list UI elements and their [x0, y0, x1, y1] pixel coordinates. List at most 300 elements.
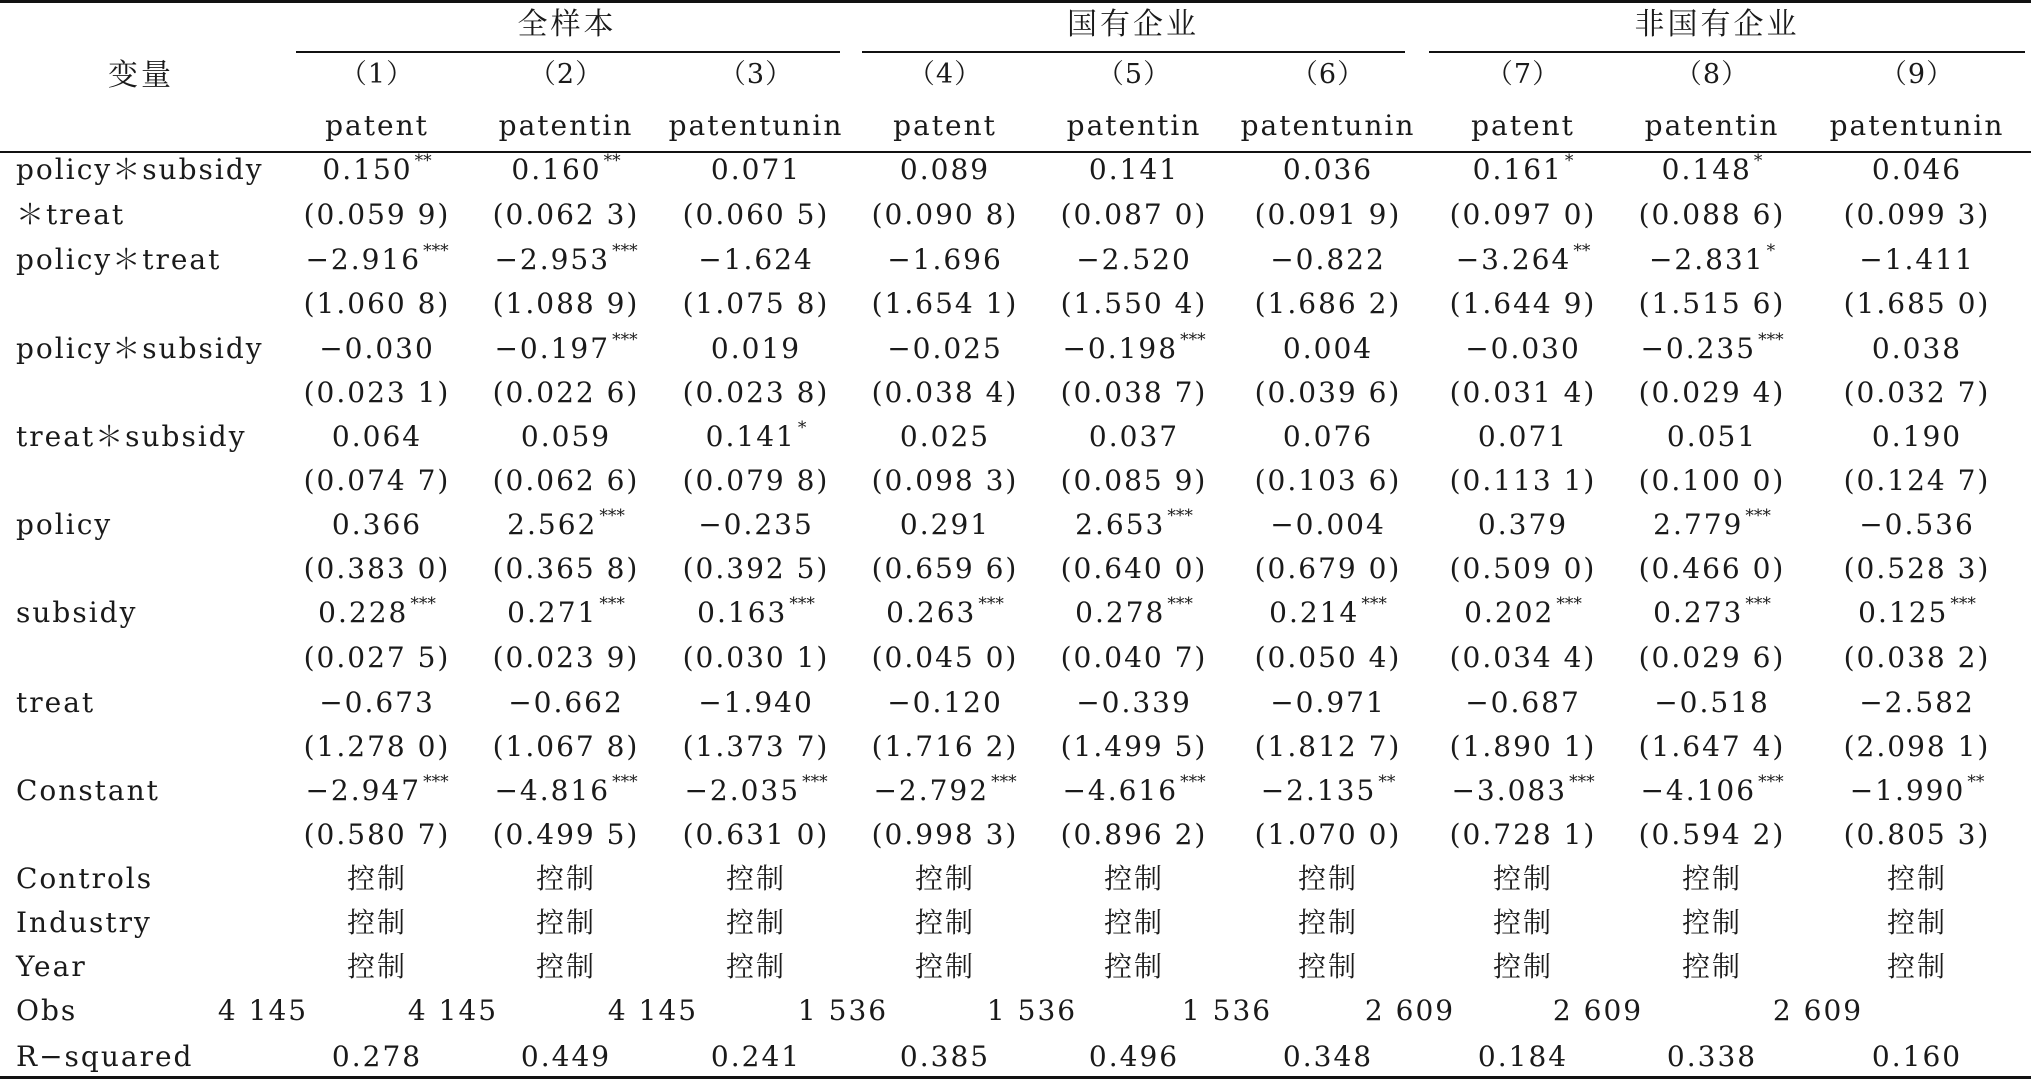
cell-value: 控制 [1297, 950, 1359, 983]
standard-error: (0.050 4) [1254, 641, 1402, 674]
coefficient [322, 151, 432, 186]
standard-error: (0.074 7) [303, 464, 451, 497]
coef-value: 0.263 [886, 596, 977, 629]
standard-error: (0.640 0) [1060, 552, 1208, 585]
cell-value: 控制 [346, 906, 408, 939]
coefficient [1075, 506, 1193, 541]
coefficient [1858, 594, 1976, 629]
coef-value: −0.339 [1076, 686, 1192, 719]
significance-stars: *** [423, 241, 449, 261]
coef-value: −0.198 [1062, 332, 1179, 365]
coefficient [1661, 151, 1763, 186]
coefficient [684, 772, 828, 807]
coefficient [1076, 686, 1192, 719]
row-label: Obs [16, 994, 78, 1027]
standard-error: (0.029 6) [1638, 641, 1786, 674]
significance-stars: *** [612, 330, 638, 350]
standard-error: (1.499 5) [1060, 730, 1208, 763]
coef-value: −2.831 [1648, 243, 1765, 276]
standard-error: (0.085 9) [1060, 464, 1208, 497]
column-number: （3） [718, 59, 794, 90]
coefficient [1062, 772, 1206, 807]
obs-value: 2 609 [1364, 994, 1456, 1027]
significance-stars: ** [1378, 772, 1396, 792]
dependent-var: patentin [498, 109, 634, 142]
coef-value: −3.264 [1455, 243, 1572, 276]
coef-value: −2.792 [873, 774, 990, 807]
coef-value: −0.518 [1654, 686, 1770, 719]
column-number: （8） [1674, 59, 1750, 90]
significance-stars: *** [1758, 330, 1784, 350]
coefficient [1849, 772, 1985, 807]
coef-value: −3.083 [1451, 774, 1568, 807]
significance-stars: *** [1745, 506, 1771, 526]
coef-value: −0.030 [319, 332, 435, 365]
coefficient [508, 686, 624, 719]
standard-error: (0.039 6) [1254, 376, 1402, 409]
coefficient [319, 686, 435, 719]
row-label: ＊treat [16, 198, 126, 231]
standard-error: (0.099 3) [1843, 198, 1991, 231]
coefficient [873, 772, 1017, 807]
row-label: Constant [16, 774, 160, 807]
standard-error: (0.060 5) [682, 198, 830, 231]
coef-value: 0.038 [1871, 332, 1963, 365]
cell-value: 控制 [1297, 862, 1359, 895]
significance-stars: * [1766, 241, 1776, 261]
standard-error: (1.716 2) [871, 730, 1019, 763]
column-number: （6） [1290, 59, 1366, 90]
coef-value: 0.163 [697, 596, 788, 629]
cell-value: 控制 [1103, 950, 1165, 983]
coef-value: 0.036 [1282, 153, 1374, 186]
coef-value: 0.004 [1282, 332, 1374, 365]
coef-value: −1.624 [698, 243, 814, 276]
coef-value: −2.035 [684, 774, 801, 807]
obs-value: 1 536 [797, 994, 889, 1027]
coefficient [887, 686, 1003, 719]
coefficient [318, 594, 436, 629]
coef-value: −0.235 [1640, 332, 1757, 365]
significance-stars: *** [612, 241, 638, 261]
coef-value: 0.141 [705, 420, 796, 453]
standard-error: (0.392 5) [682, 552, 830, 585]
coef-value: 0.025 [899, 420, 991, 453]
standard-error: (0.509 0) [1449, 552, 1597, 585]
standard-error: (0.090 8) [871, 198, 1019, 231]
coef-value: 0.141 [1088, 153, 1180, 186]
cell-value: 控制 [1103, 906, 1165, 939]
coefficient [507, 506, 625, 541]
standard-error: (0.038 7) [1060, 376, 1208, 409]
coef-value: −0.673 [319, 686, 435, 719]
significance-stars: *** [1180, 330, 1206, 350]
coefficient [899, 420, 991, 453]
coefficient [331, 508, 423, 541]
coef-value: −0.004 [1270, 508, 1386, 541]
coef-value: −4.106 [1640, 774, 1757, 807]
standard-error: (1.373 7) [682, 730, 830, 763]
significance-stars: ** [414, 151, 432, 171]
significance-stars: * [797, 418, 807, 438]
cell-value: 控制 [535, 862, 597, 895]
standard-error: (0.100 0) [1638, 464, 1786, 497]
coefficient [886, 594, 1004, 629]
standard-error: (0.499 5) [492, 818, 640, 851]
coefficient [1076, 243, 1192, 276]
significance-stars: *** [991, 772, 1017, 792]
cell-value: 0.348 [1282, 1040, 1374, 1073]
obs-value: 1 536 [1181, 994, 1273, 1027]
standard-error: (0.383 0) [303, 552, 451, 585]
row-label: Year [16, 950, 87, 983]
coefficient [1062, 330, 1206, 365]
coef-value: −0.025 [887, 332, 1003, 365]
coef-value: −2.582 [1859, 686, 1975, 719]
standard-error: (0.805 3) [1843, 818, 1991, 851]
top-rule [0, 0, 2031, 3]
coef-value: 2.562 [507, 508, 598, 541]
column-number: （4） [907, 59, 983, 90]
coef-value: −0.971 [1270, 686, 1386, 719]
standard-error: (1.278 0) [303, 730, 451, 763]
standard-error: (0.365 8) [492, 552, 640, 585]
significance-stars: *** [789, 594, 815, 614]
cell-value: 0.338 [1666, 1040, 1758, 1073]
dependent-var: patent [893, 109, 997, 142]
dependent-var: patentunin [668, 109, 844, 142]
standard-error: (1.654 1) [871, 287, 1019, 320]
row-label: policy [16, 508, 113, 541]
standard-error: (1.550 4) [1060, 287, 1208, 320]
standard-error: (0.031 4) [1449, 376, 1597, 409]
coefficient [1666, 420, 1758, 453]
coefficient [1282, 332, 1374, 365]
cell-value: 控制 [1103, 862, 1165, 895]
coef-value: 0.071 [710, 153, 802, 186]
row-label: Controls [16, 862, 154, 895]
standard-error: (0.029 4) [1638, 376, 1786, 409]
coef-value: 0.071 [1477, 420, 1569, 453]
coefficient [1282, 153, 1374, 186]
standard-error: (0.679 0) [1254, 552, 1402, 585]
coef-value: −2.916 [305, 243, 422, 276]
standard-error: (0.528 3) [1843, 552, 1991, 585]
dependent-var: patent [325, 109, 429, 142]
standard-error: (1.644 9) [1449, 287, 1597, 320]
coefficient [887, 332, 1003, 365]
column-number: （2） [528, 59, 604, 90]
coefficient [1654, 686, 1770, 719]
cell-value: 0.160 [1871, 1040, 1963, 1073]
coef-value: 0.379 [1477, 508, 1569, 541]
coefficient [331, 420, 423, 453]
significance-stars: *** [1167, 506, 1193, 526]
row-label: policy＊subsidy [16, 153, 264, 186]
row-label: R−squared [16, 1040, 194, 1073]
standard-error: (0.124 7) [1843, 464, 1991, 497]
obs-value: 2 609 [1552, 994, 1644, 1027]
cell-value: 控制 [1681, 906, 1743, 939]
coef-value: 0.046 [1871, 153, 1963, 186]
coefficient [698, 686, 814, 719]
standard-error: (0.062 3) [492, 198, 640, 231]
cell-value: 控制 [725, 906, 787, 939]
coefficient [698, 243, 814, 276]
coefficient [494, 772, 638, 807]
standard-error: (0.059 9) [303, 198, 451, 231]
coefficient [1464, 594, 1582, 629]
significance-stars: *** [1167, 594, 1193, 614]
standard-error: (0.580 7) [303, 818, 451, 851]
coef-value: 0.271 [507, 596, 598, 629]
coef-value: 0.190 [1871, 420, 1963, 453]
cell-value: 控制 [914, 950, 976, 983]
standard-error: (1.060 8) [303, 287, 451, 320]
standard-error: (0.038 2) [1843, 641, 1991, 674]
coefficient [710, 153, 802, 186]
significance-stars: ** [1967, 772, 1985, 792]
coefficient [1648, 241, 1776, 276]
standard-error: (0.466 0) [1638, 552, 1786, 585]
coefficient [1653, 594, 1771, 629]
standard-error: (0.896 2) [1060, 818, 1208, 851]
coef-value: −0.197 [494, 332, 611, 365]
coefficient [1653, 506, 1771, 541]
cell-value: 控制 [1886, 906, 1948, 939]
coef-value: 0.064 [331, 420, 423, 453]
column-number: （1） [339, 59, 415, 90]
standard-error: (1.685 0) [1843, 287, 1991, 320]
significance-stars: *** [802, 772, 828, 792]
cell-value: 0.184 [1477, 1040, 1569, 1073]
row-label: treat＊subsidy [16, 420, 247, 453]
standard-error: (0.659 6) [871, 552, 1019, 585]
standard-error: (0.034 4) [1449, 641, 1597, 674]
coefficient [1269, 594, 1387, 629]
coef-value: −2.520 [1076, 243, 1192, 276]
row-label: policy＊subsidy [16, 332, 264, 365]
cell-value: 0.385 [899, 1040, 991, 1073]
significance-stars: *** [423, 772, 449, 792]
standard-error: (1.890 1) [1449, 730, 1597, 763]
coef-value: 0.076 [1282, 420, 1374, 453]
coefficient [1640, 772, 1784, 807]
cell-value: 0.278 [331, 1040, 423, 1073]
cell-value: 0.241 [710, 1040, 802, 1073]
coefficient [319, 332, 435, 365]
coef-value: −0.120 [887, 686, 1003, 719]
coef-value: 0.150 [322, 153, 413, 186]
coef-value: 2.779 [1653, 508, 1744, 541]
column-number: （5） [1096, 59, 1172, 90]
coefficient [511, 151, 621, 186]
coef-value: −0.822 [1270, 243, 1386, 276]
coefficient [1871, 153, 1963, 186]
coefficient [887, 243, 1003, 276]
standard-error: (0.022 6) [492, 376, 640, 409]
coef-value: −0.662 [508, 686, 624, 719]
coefficient [1270, 686, 1386, 719]
cell-value: 控制 [346, 950, 408, 983]
coefficient [305, 241, 449, 276]
coefficient [1477, 508, 1569, 541]
cell-value: 控制 [1886, 950, 1948, 983]
standard-error: (0.088 6) [1638, 198, 1786, 231]
row-label: subsidy [16, 596, 138, 629]
coefficient [1859, 686, 1975, 719]
coef-value: 0.202 [1464, 596, 1555, 629]
cell-value: 控制 [535, 906, 597, 939]
standard-error: (0.040 7) [1060, 641, 1208, 674]
coefficient [899, 153, 991, 186]
group-label: 全样本 [517, 7, 617, 42]
standard-error: (0.097 0) [1449, 198, 1597, 231]
significance-stars: *** [599, 594, 625, 614]
coef-value: 0.273 [1653, 596, 1744, 629]
standard-error: (0.098 3) [871, 464, 1019, 497]
standard-error: (0.087 0) [1060, 198, 1208, 231]
dependent-var: patentunin [1829, 109, 2005, 142]
significance-stars: ** [1573, 241, 1591, 261]
column-number: （9） [1879, 59, 1955, 90]
coefficient [494, 330, 638, 365]
significance-stars: ** [603, 151, 621, 171]
dependent-var: patent [1471, 109, 1575, 142]
significance-stars: *** [1758, 772, 1784, 792]
standard-error: (1.070 0) [1254, 818, 1402, 851]
standard-error: (0.023 1) [303, 376, 451, 409]
standard-error: (0.113 1) [1449, 464, 1597, 497]
coefficient [1088, 153, 1180, 186]
coefficient [697, 594, 815, 629]
obs-value: 4 145 [407, 994, 499, 1027]
standard-error: (0.045 0) [871, 641, 1019, 674]
standard-error: (0.023 8) [682, 376, 830, 409]
coef-value: −0.030 [1465, 332, 1581, 365]
coefficient [1871, 420, 1963, 453]
significance-stars: *** [1361, 594, 1387, 614]
coef-value: 2.653 [1075, 508, 1166, 541]
coef-value: −0.687 [1465, 686, 1581, 719]
significance-stars: *** [1180, 772, 1206, 792]
obs-value: 1 536 [986, 994, 1078, 1027]
dependent-var: patentunin [1240, 109, 1416, 142]
coefficient [1859, 508, 1975, 541]
obs-value: 4 145 [607, 994, 699, 1027]
coef-value: 0.125 [1858, 596, 1949, 629]
coefficient [710, 332, 802, 365]
coef-value: −4.616 [1062, 774, 1179, 807]
significance-stars: * [1564, 151, 1574, 171]
cell-value: 控制 [1492, 906, 1554, 939]
coef-value: 0.291 [899, 508, 991, 541]
standard-error: (1.075 8) [682, 287, 830, 320]
column-number: （7） [1485, 59, 1561, 90]
coefficient [1640, 330, 1784, 365]
coef-value: 0.059 [520, 420, 612, 453]
dependent-var: patentin [1066, 109, 1202, 142]
standard-error: (1.088 9) [492, 287, 640, 320]
standard-error: (1.067 8) [492, 730, 640, 763]
coef-value: 0.214 [1269, 596, 1360, 629]
coefficient [494, 241, 638, 276]
cell-value: 控制 [535, 950, 597, 983]
cell-value: 0.496 [1088, 1040, 1180, 1073]
coef-value: −1.411 [1859, 243, 1975, 276]
significance-stars: *** [1556, 594, 1582, 614]
standard-error: (0.631 0) [682, 818, 830, 851]
significance-stars: *** [1569, 772, 1595, 792]
standard-error: (0.594 2) [1638, 818, 1786, 851]
standard-error: (2.098 1) [1843, 730, 1991, 763]
coefficient [1465, 686, 1581, 719]
cell-value: 控制 [914, 906, 976, 939]
coef-value: −2.135 [1260, 774, 1377, 807]
coef-value: 0.148 [1661, 153, 1752, 186]
coef-value: −0.536 [1859, 508, 1975, 541]
group-underline-2 [862, 51, 1405, 53]
coef-value: 0.161 [1472, 153, 1563, 186]
coef-value: −0.235 [698, 508, 814, 541]
standard-error: (0.728 1) [1449, 818, 1597, 851]
row-label: treat [16, 686, 96, 719]
cell-value: 控制 [1492, 862, 1554, 895]
cell-value: 控制 [1492, 950, 1554, 983]
coefficient [1260, 772, 1396, 807]
significance-stars: *** [1745, 594, 1771, 614]
group-label: 国有企业 [1067, 7, 1199, 42]
significance-stars: *** [410, 594, 436, 614]
significance-stars: *** [978, 594, 1004, 614]
row-label: Industry [16, 906, 152, 939]
cell-value: 控制 [914, 862, 976, 895]
row-label: policy＊treat [16, 243, 222, 276]
coef-value: 0.228 [318, 596, 409, 629]
coefficient [1270, 508, 1386, 541]
coefficient [698, 508, 814, 541]
cell-value: 控制 [1681, 862, 1743, 895]
coef-value: 0.278 [1075, 596, 1166, 629]
variable-label: 变量 [108, 58, 174, 93]
coefficient [1270, 243, 1386, 276]
group-label: 非国有企业 [1634, 7, 1800, 42]
coefficient [1282, 420, 1374, 453]
significance-stars: *** [1950, 594, 1976, 614]
coefficient [507, 594, 625, 629]
cell-value: 控制 [1681, 950, 1743, 983]
coefficient [1088, 420, 1180, 453]
coefficient [1871, 332, 1963, 365]
significance-stars: *** [612, 772, 638, 792]
coef-value: −2.947 [305, 774, 422, 807]
coef-value: −1.696 [887, 243, 1003, 276]
cell-value: 控制 [725, 862, 787, 895]
coef-value: −2.953 [494, 243, 611, 276]
cell-value: 控制 [1297, 906, 1359, 939]
coef-value: 0.089 [899, 153, 991, 186]
obs-value: 2 609 [1772, 994, 1864, 1027]
coefficient [1451, 772, 1595, 807]
standard-error: (0.032 7) [1843, 376, 1991, 409]
standard-error: (0.023 9) [492, 641, 640, 674]
coefficient [1455, 241, 1591, 276]
coefficient [1472, 151, 1574, 186]
standard-error: (0.027 5) [303, 641, 451, 674]
coef-value: 0.160 [511, 153, 602, 186]
standard-error: (0.103 6) [1254, 464, 1402, 497]
cell-value: 控制 [346, 862, 408, 895]
